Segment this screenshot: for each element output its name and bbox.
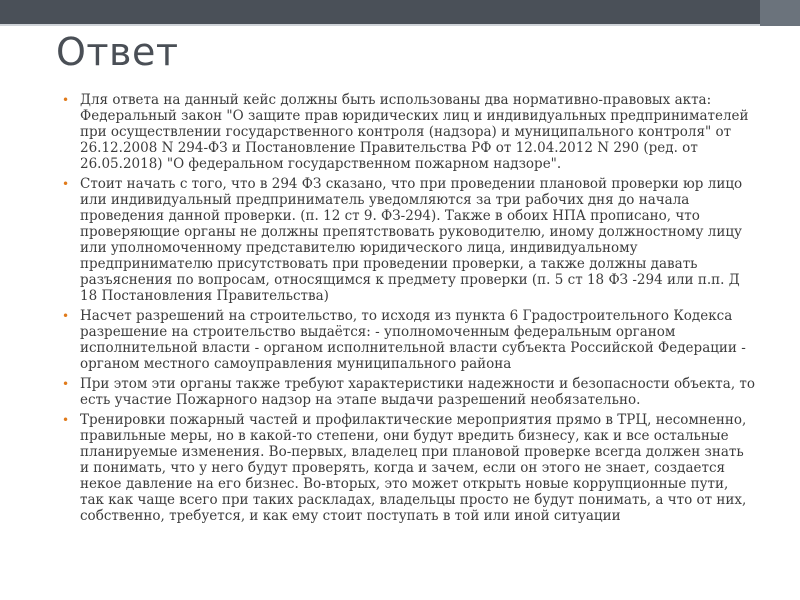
bullet-text: Стоит начать с того, что в 294 ФЗ сказано, что при проведении плановой проверки юр лицо или индивидуальный предприниматель уведомляются за три рабочих дня до начала проведения данной проверки. (п. 12 ст 9. ФЗ-294). Также в обоих НПА прописано, что проверяющие органы не должны препятствовать руководителю, иному должностному лицу или уполномоченному представителю юридического лица, индивидуальному предпринимателю присутствовать при проведении проверки, а также должны давать разъяснения по вопросам, относящимся к предмету проверки (п. 5 ст 18 ФЗ -294 или п.п. Д 18 Постановления Правительства) — [80, 176, 743, 304]
bullet-icon: • — [62, 377, 70, 391]
bullet-text: При этом эти органы также требуют характеристики надежности и безопасности объекта, то есть участие Пожарного надзор на этапе выдачи разрешений необязательно. — [80, 376, 755, 408]
bullet-text: Насчет разрешений на строительство, то исходя из пункта 6 Градостроительного Кодекса разрешение на строительство выдаётся: - уполномоченным федеральным органом исполнительной власти - органом исполнительной власти субъекта Российской Федерации - органом местного самоуправления муниципального района — [80, 308, 746, 372]
bullet-item — [56, 92, 756, 172]
top-bar — [0, 0, 800, 24]
bullet-item — [56, 412, 756, 524]
bullet-text: Тренировки пожарный частей и профилактические мероприятия прямо в ТРЦ, несомненно, правильные меры, но в какой-то степени, они будут вредить бизнесу, как и все остальные планируемые изменения. Во-первых, владелец при плановой проверке всегда должен знать и понимать, что у него будут проверять, когда и зачем, если он этого не знает, создается некое давление на его бизнес. Во-вторых, это может открыть новые коррупционные пути, так как чаще всего при таких раскладах, владельцы просто не будут понимать, а что от них, собственно, требуется, и как ему стоит поступать в той или иной ситуации — [80, 412, 747, 524]
bullet-icon: • — [62, 177, 70, 191]
bullet-item — [56, 308, 756, 372]
slide-title: Ответ — [56, 30, 179, 74]
slide-content — [56, 92, 756, 592]
top-accent-block — [760, 0, 800, 26]
bullet-icon: • — [62, 413, 70, 427]
bullet-item — [56, 176, 756, 304]
bullet-item — [56, 376, 756, 408]
bullet-icon: • — [62, 309, 70, 323]
top-accent-line — [0, 24, 800, 26]
bullet-text: Для ответа на данный кейс должны быть использованы два нормативно-правовых акта: Федеральный закон "О защите прав юридических лиц и индивидуальных предпринимателей при осуществлении государственного контроля (надзора) и муниципального контроля" от 26.12.2008 N 294-ФЗ и Постановление Правительства РФ от 12.04.2012 N 290 (ред. от 26.05.2018) "О федеральном государственном пожарном надзоре". — [80, 92, 749, 172]
bullet-list — [56, 92, 756, 524]
bullet-icon: • — [62, 93, 70, 107]
